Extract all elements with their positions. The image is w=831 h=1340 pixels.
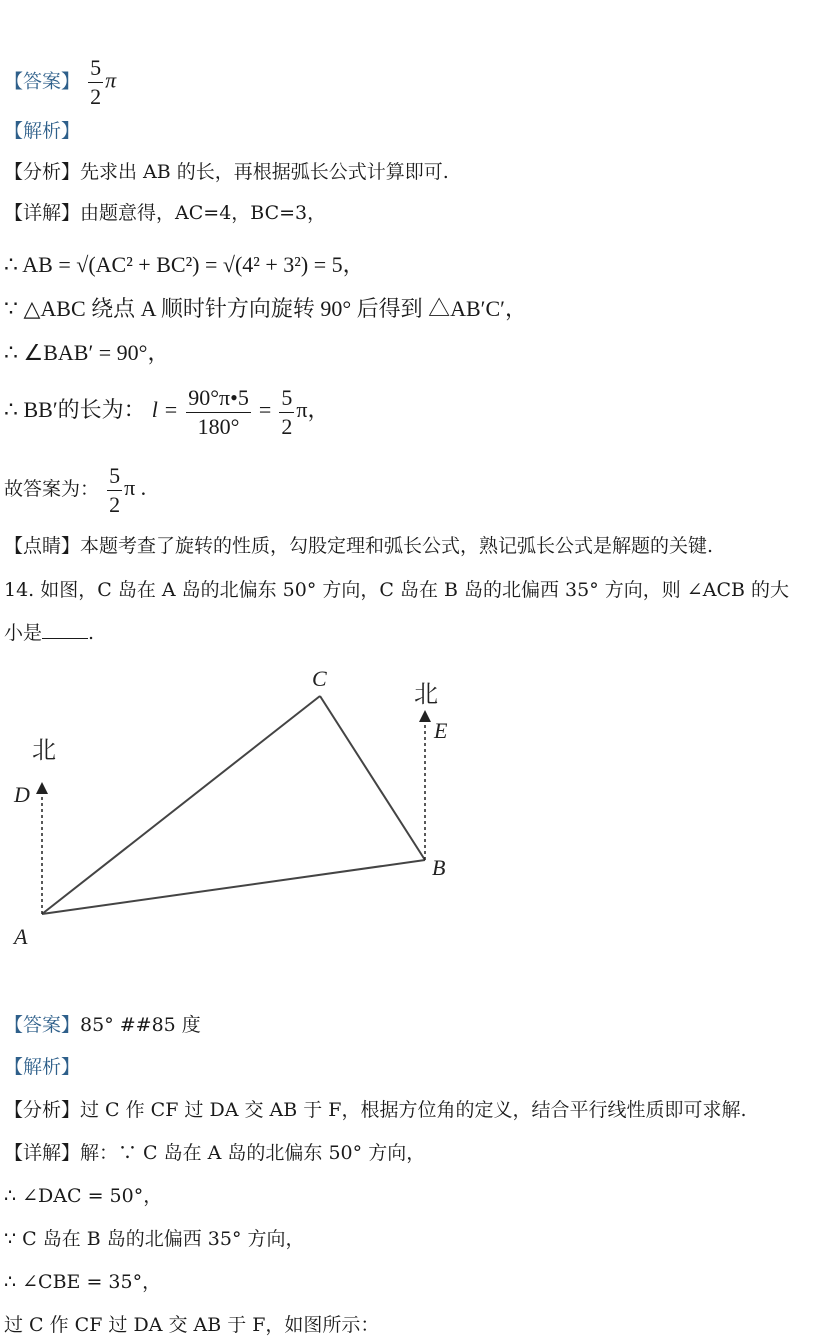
- step2-c-from-b: ∵ C 岛在 B 岛的北偏西 35° 方向，: [4, 1228, 305, 1250]
- geometry-figure: [0, 660, 480, 960]
- label-b: B: [432, 855, 446, 880]
- answer-blank: [42, 620, 88, 639]
- label-d: D: [14, 782, 30, 807]
- xiangjie2-line: 【详解】解：∵ C 岛在 A 岛的北偏东 50° 方向，: [4, 1142, 426, 1164]
- final-answer-line: 故答案为： $\frac{5}{2}$ π .: [4, 462, 147, 517]
- xiangjie-line: [4, 198, 326, 228]
- label-c: C: [312, 666, 327, 691]
- dianjing-tag: 【点睛】: [4, 535, 81, 557]
- dianjing-text: 本题考查了旋转的性质，勾股定理和弧长公式，熟记弧长公式是解题的关键.: [80, 535, 714, 557]
- analysis-tag: 【解析】: [4, 120, 81, 142]
- fenxi2-line: 【分析】过 C 作 CF 过 DA 交 AB 于 F，根据方位角的定义，结合平行线性质即可求解.: [4, 1099, 747, 1121]
- answer-tag: 【答案】: [4, 70, 81, 93]
- dianjing-line: [4, 531, 713, 561]
- step-angle: ∴ ∠BAB′ = 90°，: [4, 340, 170, 365]
- step-arc-length: ∴ BB′的长为： l = $\frac{90^\circ\pi•5}{180^\circ}$ = $\frac{5}{2}$ π，: [4, 384, 330, 439]
- step2-dac: ∴ ∠DAC = 50°，: [4, 1185, 163, 1207]
- answer-pi: π: [105, 67, 117, 93]
- segment-cb: [320, 696, 425, 860]
- answer-fraction: $\frac{5}{2}$: [90, 55, 102, 109]
- arc-result-fraction: $\frac{5}{2}$: [281, 384, 293, 439]
- answer2-text: 85° ##85 度: [80, 1014, 201, 1036]
- answer-line: [4, 54, 116, 111]
- arc-fraction: $\frac{90^\circ\pi•5}{180^\circ}$: [188, 384, 249, 439]
- xiangjie-tag: 【详解】: [4, 202, 81, 224]
- question-14: 14. 如图，C 岛在 A 岛的北偏东 50° 方向，C 岛在 B 岛的北偏西 35° 方向，则 ∠ACB 的大: [4, 579, 789, 601]
- step-ab-length: ∴ AB = √(AC² + BC²) = √(4² + 3²) = 5，: [4, 252, 365, 277]
- fenxi-tag: 【分析】: [4, 161, 81, 183]
- label-north-left: 北: [32, 738, 56, 764]
- final-fraction: $\frac{5}{2}$: [109, 462, 121, 517]
- answer2-line: [4, 1010, 201, 1040]
- label-e: E: [434, 718, 448, 743]
- step-rotation: ∵ △ABC 绕点 A 顺时针方向旋转 90° 后得到 △AB′C′，: [4, 296, 527, 321]
- label-a: A: [14, 924, 28, 949]
- fenxi-line: [4, 157, 449, 187]
- step2-construct: 过 C 作 CF 过 DA 交 AB 于 F，如图所示：: [4, 1314, 380, 1336]
- xiangjie-text: 由题意得，AC=4，BC=3，: [80, 202, 327, 224]
- fenxi-text: 先求出 AB 的长，再根据弧长公式计算即可.: [80, 161, 449, 183]
- analysis2-tag: 【解析】: [4, 1056, 81, 1078]
- step2-cbe: ∴ ∠CBE = 35°，: [4, 1271, 162, 1293]
- question-14-line2: 小是 .: [4, 622, 95, 644]
- answer2-tag: 【答案】: [4, 1014, 81, 1036]
- label-north-right: 北: [414, 682, 438, 708]
